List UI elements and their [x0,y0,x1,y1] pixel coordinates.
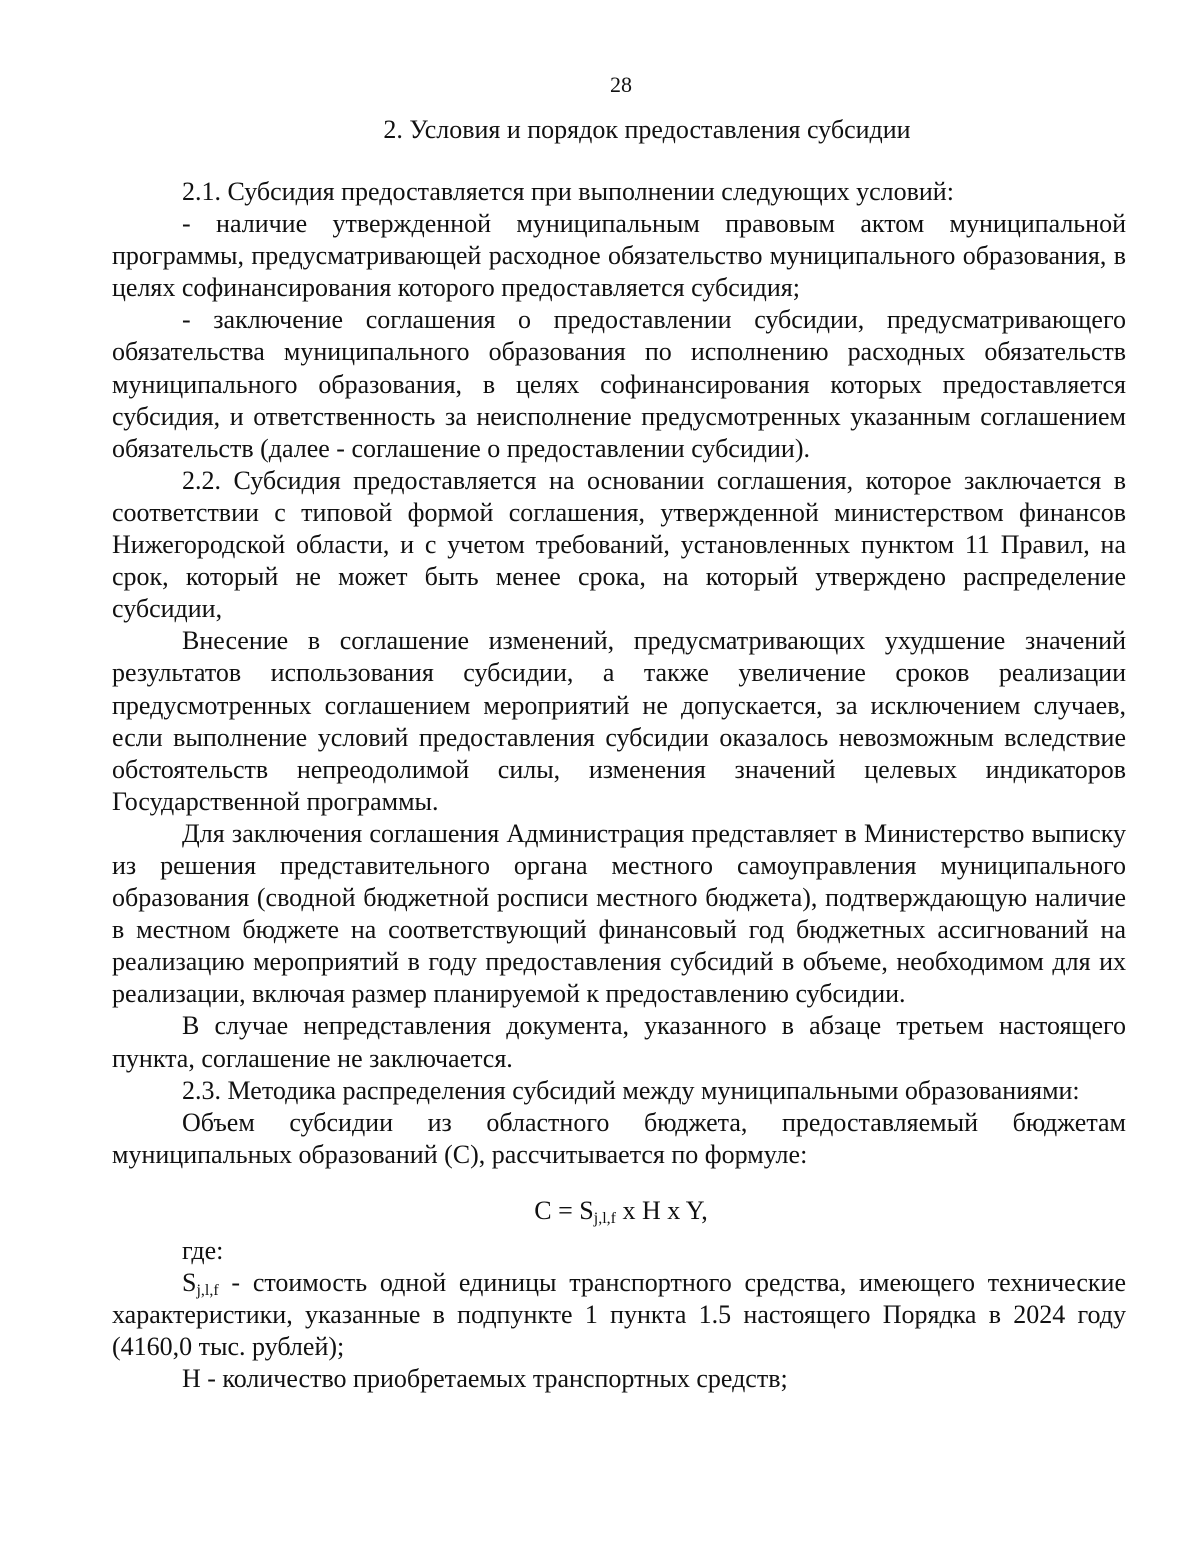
paragraph-formula-intro: Объем субсидии из областного бюджета, предоставляемый бюджетам муниципальных образований (С), рассчитывается по формуле: [112,1107,1126,1169]
definition-s-subscript: j,l,f [196,1282,219,1299]
paragraph-2-2: 2.2. Субсидия предоставляется на основании соглашения, которое заключается в соответствии с типовой формой соглашения, утвержденной министерством финансов Нижегородской области, и с учетом требований, установленных пунктом 11 Правил, на срок, который не может быть менее срока, на который утверждено распределение субсидии, [112,465,1126,624]
paragraph-2-3: 2.3. Методика распределения субсидий между муниципальными образованиями: [182,1075,1080,1105]
paragraph-2-1: 2.1. Субсидия предоставляется при выполнении следующих условий: [182,177,954,206]
subsidy-formula [112,1195,1126,1227]
definition-s-symbol: S [182,1268,197,1297]
paragraph-non-submission: В случае непредставления документа, указанного в абзаце третьем настоящего пункта, соглашение не заключается. [112,1011,1126,1073]
section-title: 2. Условия и порядок предоставления субсидии [383,115,911,144]
condition-program: - наличие утвержденной муниципальным правовым актом муниципальной программы, предусматривающей расходное обязательство муниципального образования, в целях софинансирования которого предоставляется субсидия; [112,209,1126,303]
paragraph-amendments: Внесение в соглашение изменений, предусматривающих ухудшение значений результатов использования субсидии, а также увеличение сроков реализации предусмотренных соглашением мероприятий не допускается, за исключением случаев, если выполнение условий предоставления субсидии оказалось невозможным вследствие обстоятельств непреодолимой силы, изменения значений целевых индикаторов Государственной программы. [112,626,1126,816]
formula-rhs: x H x Y, [615,1195,708,1225]
paragraph-documents: Для заключения соглашения Администрация представляет в Министерство выписку из решения представительного органа местного самоуправления муниципального образования (сводной бюджетной росписи местного бюджета), подтверждающую наличие в местном бюджете на соответствующий финансовый год бюджетных ассигнований на реализацию мероприятий в году предоставления субсидий в объеме, необходимом для их реализации, включая размер планируемой к предоставлению субсидии. [112,818,1126,1009]
page-number: 28 [610,72,632,97]
where-label: где: [182,1235,224,1265]
definition-h: Н - количество приобретаемых транспортных средств; [182,1364,788,1394]
document-body [112,176,1126,1395]
definition-s [112,1267,1126,1363]
formula-subscript: j,l,f [593,1209,616,1227]
condition-agreement: - заключение соглашения о предоставлении субсидии, предусматривающего обязательства муниципального образования по исполнению расходных обязательств муниципального образования, в целях софинансирования которых предоставляется субсидия, и ответственность за неисполнение предусмотренных указанным соглашением обязательств (далее - соглашение о предоставлении субсидии). [112,305,1126,463]
formula-lhs: С = S [534,1195,594,1225]
definition-s-text: - стоимость одной единицы транспортного средства, имеющего технические характеристики, указанные в подпункте 1 пункта 1.5 настоящего Порядка в 2024 году (4160,0 тыс. рублей); [112,1268,1126,1362]
